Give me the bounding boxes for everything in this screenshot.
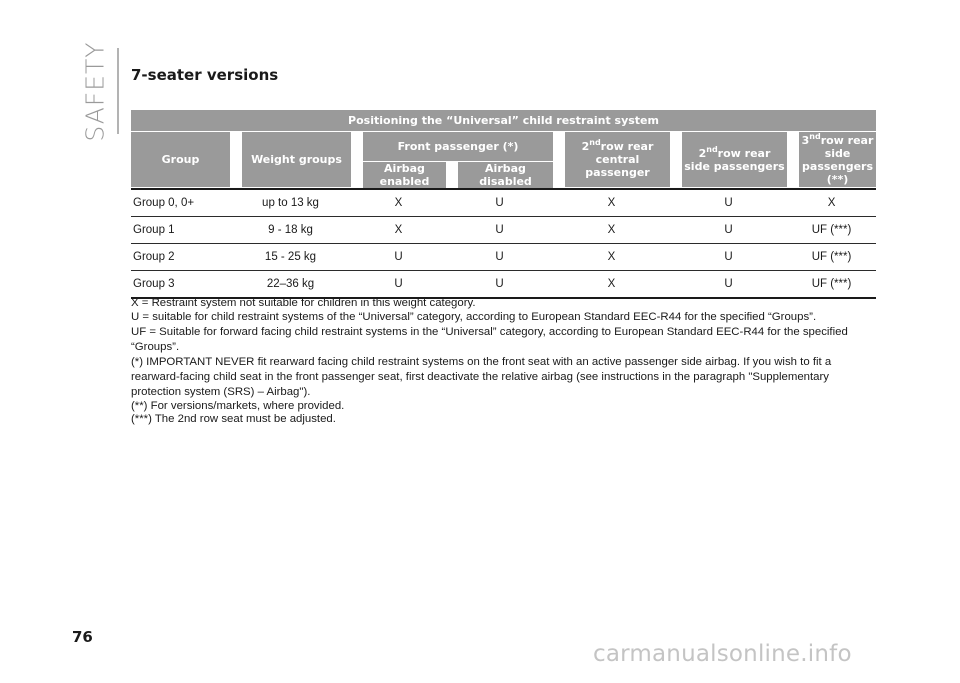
table-cell: 9 - 18 kg xyxy=(230,217,351,244)
footnote-seat-adjust: (***) The 2nd row seat must be adjusted. xyxy=(131,413,336,426)
ordinal-suffix: nd xyxy=(809,131,821,141)
table-cell: Group 1 xyxy=(131,217,230,244)
header-2nd-row-side xyxy=(670,132,787,188)
table-cell: up to 13 kg xyxy=(230,188,351,217)
watermark: carmanualsonline.info xyxy=(593,641,852,667)
table-cell: U xyxy=(670,188,787,217)
table-cell: X xyxy=(553,188,670,217)
section-label xyxy=(78,40,112,142)
table-cell: U xyxy=(670,244,787,271)
footnote-x: X = Restraint system not suitable for children in this weight category. xyxy=(131,297,476,309)
table-cell: U xyxy=(351,271,446,299)
table-cell: X xyxy=(351,217,446,244)
table-cell: U xyxy=(670,217,787,244)
table-title: Positioning the “Universal” child restraint system xyxy=(131,110,876,132)
header-2nd-row-central xyxy=(553,132,670,188)
table-cell: Group 2 xyxy=(131,244,230,271)
table-cell: Group 3 xyxy=(131,271,230,299)
table-cell: U xyxy=(351,244,446,271)
ordinal-number: 3 xyxy=(801,133,810,147)
ordinal-suffix: nd xyxy=(706,144,718,154)
section-title: 7-seater versions xyxy=(131,66,279,84)
table-cell: U xyxy=(446,188,553,217)
footnote-u: U = suitable for child restraint systems of the “Universal” category, according to European Standard EEC-R44 for the specified “Groups”. xyxy=(131,310,817,323)
table-cell: X xyxy=(553,217,670,244)
ordinal-suffix: nd xyxy=(589,138,601,147)
section-divider xyxy=(117,48,119,134)
table-cell: X xyxy=(351,188,446,217)
header-text: row rear side passengers (**) xyxy=(802,133,874,186)
ordinal-number: 2 xyxy=(698,146,707,160)
table-footnotes xyxy=(131,297,876,427)
table-cell: UF (***) xyxy=(787,217,876,244)
table-cell: UF (***) xyxy=(787,244,876,271)
footnote-versions: (**) For versions/markets, where provided. xyxy=(131,399,345,412)
header-text: row rear central passenger xyxy=(585,140,654,179)
table-cell: U xyxy=(446,271,553,299)
table-cell: 15 - 25 kg xyxy=(230,244,351,271)
footnote-uf: UF = Suitable for forward facing child restraint systems in the “Universal” category, according to European Standard EEC-R44 for the specified “Groups”. xyxy=(131,325,848,353)
table-cell: X xyxy=(787,188,876,217)
header-weight-groups: Weight groups xyxy=(230,132,351,188)
table-cell: U xyxy=(670,271,787,299)
header-3rd-row-side xyxy=(787,132,876,188)
table-row xyxy=(131,188,876,217)
table-row xyxy=(131,244,876,271)
header-airbag-disabled: Airbag disabled xyxy=(446,162,553,188)
section-label-text: SAFETY xyxy=(80,40,110,142)
table-cell: Group 0, 0+ xyxy=(131,188,230,217)
table-row xyxy=(131,271,876,299)
table-cell: U xyxy=(446,217,553,244)
footnote-airbag-warning: (*) IMPORTANT NEVER fit rearward facing child restraint systems on the front seat with an active passenger side airbag. If you wish to fit a rearward-facing child seat in the front passenger seat, first deactivate the relative airbag (see instructions in the paragraph "Supplementary protection system (SRS) – Airbag"). xyxy=(131,355,832,398)
header-text: row rear side passengers xyxy=(684,146,785,173)
table-cell: 22–36 kg xyxy=(230,271,351,299)
table-cell: UF (***) xyxy=(787,271,876,299)
header-front-passenger: Front passenger (*) xyxy=(351,132,553,162)
table-cell: X xyxy=(553,271,670,299)
page-number: 76 xyxy=(72,628,93,646)
header-airbag-enabled: Airbag enabled xyxy=(351,162,446,188)
child-restraint-table xyxy=(131,110,876,299)
table-cell: X xyxy=(553,244,670,271)
ordinal-number: 2 xyxy=(581,140,590,153)
header-group: Group xyxy=(131,132,230,188)
table-cell: U xyxy=(446,244,553,271)
table-row xyxy=(131,217,876,244)
